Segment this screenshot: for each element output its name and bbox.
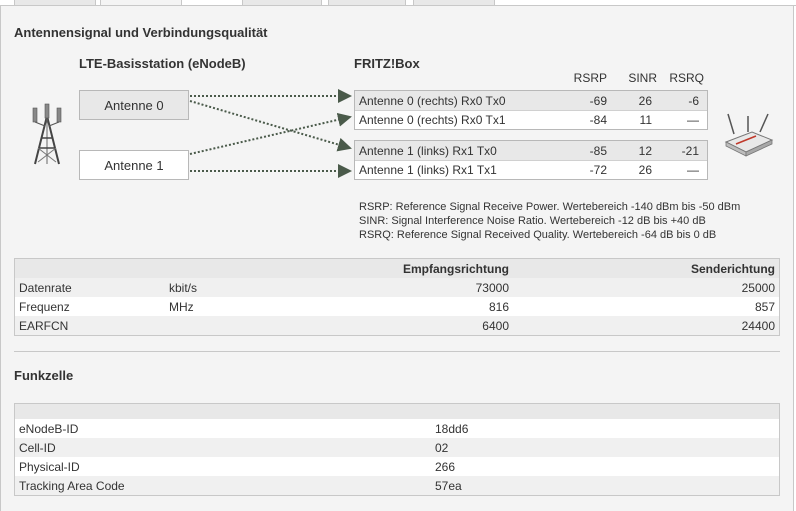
rsrq-column-header: RSRQ	[669, 71, 704, 85]
rsrq-value: -21	[681, 143, 699, 158]
signal-row-label: Antenne 1 (links) Rx1 Tx0	[359, 143, 497, 158]
rx-column-header: Empfangsrichtung	[402, 261, 509, 276]
antenna-0-signal-group	[354, 90, 708, 130]
sinr-value: 11	[639, 113, 652, 127]
rsrq-value: —	[687, 113, 699, 127]
table-row	[15, 457, 779, 476]
rsrp-column-header: RSRP	[573, 71, 607, 85]
signal-row	[355, 160, 707, 179]
rsrp-value: -69	[589, 93, 607, 108]
base-station-title: LTE-Basisstation (eNodeB)	[79, 56, 246, 71]
antenna-0-box: Antenne 0	[79, 90, 189, 120]
signal-row-label: Antenne 1 (links) Rx1 Tx1	[359, 163, 497, 177]
rx-value: 816	[488, 299, 509, 314]
rate-table	[14, 258, 780, 336]
rsrq-value: -6	[688, 93, 699, 108]
row-name: eNodeB-ID	[19, 421, 79, 436]
row-name: Tracking Area Code	[19, 478, 125, 493]
row-unit: kbit/s	[169, 280, 198, 295]
antenna-1-box: Antenne 1	[79, 150, 189, 180]
row-name: Frequenz	[19, 299, 70, 314]
legend-rsrq: RSRQ: Reference Signal Received Quality. Wertebereich -64 dB bis 0 dB	[359, 229, 717, 241]
row-name: Physical-ID	[19, 459, 80, 474]
tx-value: 857	[754, 299, 775, 314]
rsrp-value: -84	[589, 113, 607, 127]
row-name: Cell-ID	[19, 440, 56, 455]
table-row	[15, 438, 779, 457]
table-row	[15, 419, 779, 438]
cell-table	[14, 403, 780, 496]
row-value: 18dd6	[435, 421, 469, 436]
sinr-value: 26	[638, 93, 652, 108]
row-unit: MHz	[169, 299, 194, 314]
rate-table-header	[15, 259, 779, 278]
table-row	[15, 297, 779, 316]
legend-rsrp: RSRP: Reference Signal Receive Power. Wertebereich -140 dBm bis -50 dBm	[359, 201, 741, 213]
rsrp-value: -72	[589, 163, 607, 177]
sinr-column-header: SINR	[628, 71, 657, 85]
legend-sinr: SINR: Signal Interference Noise Ratio. Wertebereich -12 dB bis +40 dB	[359, 215, 706, 227]
cell-table-header	[15, 404, 779, 419]
signal-row	[355, 110, 707, 129]
tx-column-header: Senderichtung	[690, 261, 775, 276]
signal-row-label: Antenne 0 (rechts) Rx0 Tx1	[359, 113, 506, 127]
antenna-1-signal-group	[354, 140, 708, 180]
table-row	[15, 278, 779, 297]
fritzbox-title: FRITZ!Box	[354, 56, 420, 71]
rsrq-value: —	[687, 163, 699, 177]
table-row	[15, 316, 779, 335]
sinr-value: 12	[638, 143, 652, 158]
section-title: Antennensignal und Verbindungsqualität	[14, 25, 268, 40]
rx-value: 73000	[475, 280, 509, 295]
row-value: 266	[435, 459, 456, 474]
router-icon	[722, 112, 774, 158]
tx-value: 25000	[741, 280, 775, 295]
rx-value: 6400	[482, 318, 509, 333]
signal-row	[355, 141, 707, 160]
signal-row	[355, 91, 707, 110]
row-name: EARFCN	[19, 318, 69, 333]
table-row	[15, 476, 779, 495]
signal-row-label: Antenne 0 (rechts) Rx0 Tx0	[359, 93, 506, 108]
tx-value: 24400	[741, 318, 775, 333]
row-value: 57ea	[435, 478, 462, 493]
row-value: 02	[435, 440, 449, 455]
row-name: Datenrate	[19, 280, 72, 295]
rsrp-value: -85	[589, 143, 607, 158]
section-divider	[14, 351, 780, 352]
sinr-value: 26	[638, 163, 652, 177]
cell-title: Funkzelle	[14, 368, 74, 383]
